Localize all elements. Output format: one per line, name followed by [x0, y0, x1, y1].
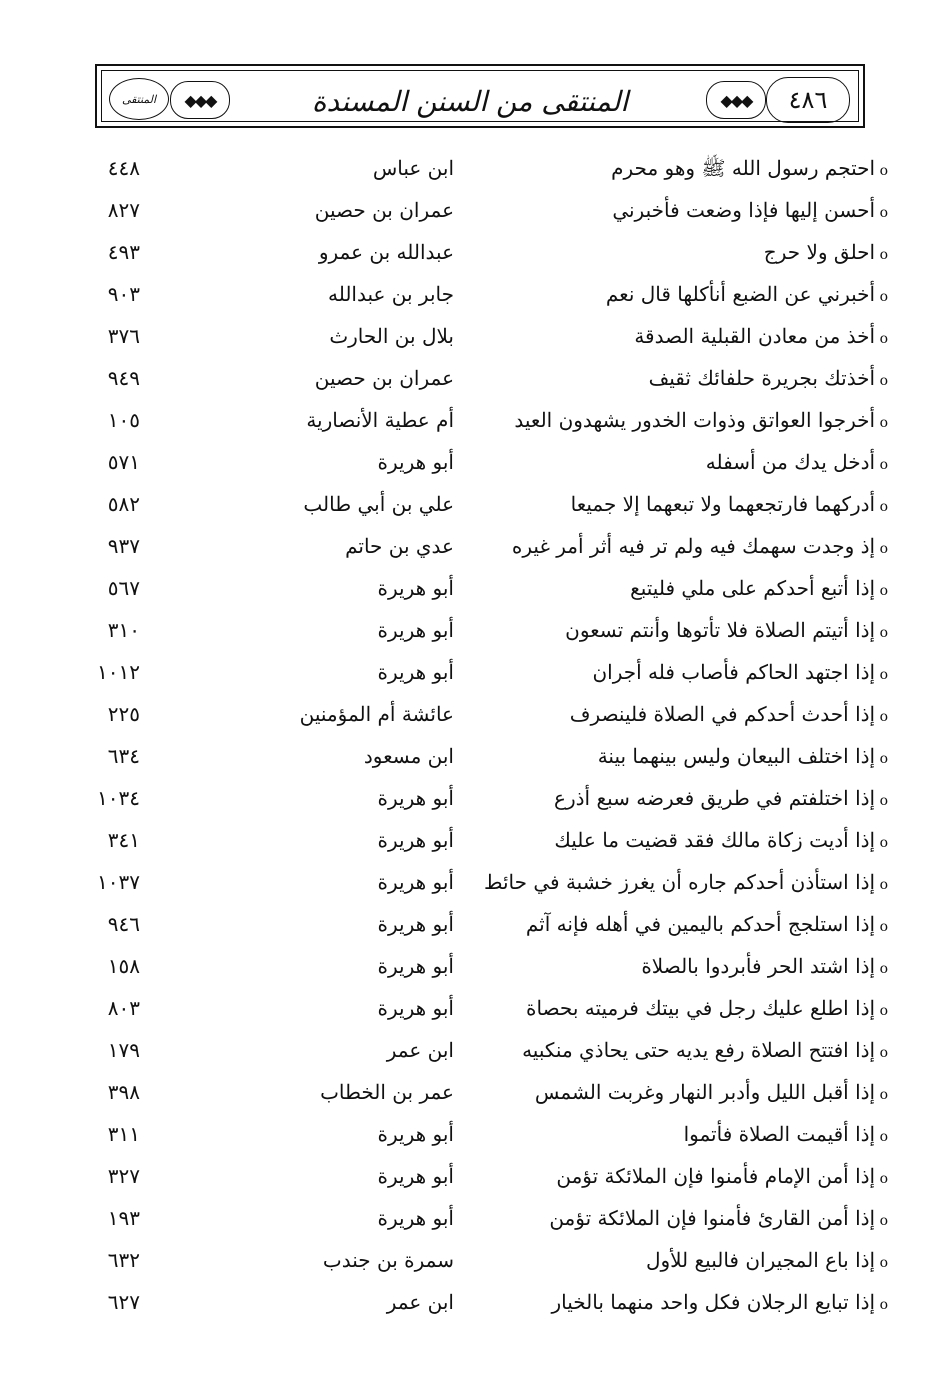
page-reference: ٣٢٧: [107, 1164, 140, 1188]
page-reference: ٢٢٥: [107, 702, 140, 726]
book-logo: [108, 75, 170, 123]
narrator-name: أبو هريرة: [377, 660, 454, 684]
page-reference: ١٠٣٧: [97, 870, 140, 894]
page-reference: ١٠١٢: [97, 660, 140, 684]
narrator-name: أبو هريرة: [377, 954, 454, 978]
index-row: [0, 236, 948, 278]
hadith-text: o إذا اطلع عليك رجل في بيتك فرميته بحصاة: [526, 996, 888, 1020]
narrator-name: أبو هريرة: [377, 786, 454, 810]
narrator-name: عائشة أم المؤمنين: [299, 702, 454, 726]
hadith-text: o إذا أتيتم الصلاة فلا تأتوها وأنتم تسعون: [565, 618, 888, 642]
narrator-name: ابن عمر: [386, 1290, 454, 1314]
page-reference: ٥٦٧: [107, 576, 140, 600]
index-row: [0, 1286, 948, 1328]
page-reference: ٨٠٣: [107, 996, 140, 1020]
page-reference: ٣٩٨: [107, 1080, 140, 1104]
index-row: [0, 446, 948, 488]
index-row: [0, 866, 948, 908]
hadith-text: o أخذ من معادن القبلية الصدقة: [634, 324, 888, 348]
index-row: [0, 740, 948, 782]
page-reference: ٣١٠: [107, 618, 140, 642]
index-row: [0, 278, 948, 320]
ornament-right: ◆◆◆: [706, 81, 766, 119]
index-row: [0, 824, 948, 866]
hadith-text: o أخبرني عن الضبع أنأكلها قال نعم: [606, 282, 888, 306]
narrator-name: ابن عباس: [372, 156, 454, 180]
narrator-name: عمر بن الخطاب: [320, 1080, 454, 1104]
narrator-name: أبو هريرة: [377, 1164, 454, 1188]
narrator-name: عبدالله بن عمرو: [318, 240, 454, 264]
page-reference: ٦٣٤: [107, 744, 140, 768]
hadith-text: o إذا استأذن أحدكم جاره أن يغرز خشبة في حائط: [484, 870, 888, 894]
narrator-name: أبو هريرة: [377, 828, 454, 852]
narrator-name: أبو هريرة: [377, 996, 454, 1020]
narrator-name: عمران بن حصين: [314, 198, 454, 222]
hadith-text: o إذا استلجج أحدكم باليمين في أهله فإنه آثم: [526, 912, 888, 936]
page-reference: ٩٠٣: [107, 282, 140, 306]
page-header: [95, 64, 865, 128]
narrator-name: أبو هريرة: [377, 576, 454, 600]
header-frame: [101, 70, 859, 122]
narrator-name: أبو هريرة: [377, 618, 454, 642]
hadith-text: o إذا باع المجيران فالبيع للأول: [646, 1248, 888, 1272]
narrator-name: بلال بن الحارث: [329, 324, 454, 348]
page-reference: ٨٢٧: [107, 198, 140, 222]
hadith-text: o إذا افتتح الصلاة رفع يديه حتى يحاذي منكبيه: [522, 1038, 888, 1062]
index-row: [0, 152, 948, 194]
hadith-text: o إذا اجتهد الحاكم فأصاب فله أجران: [592, 660, 888, 684]
index-row: [0, 782, 948, 824]
ornament-left: ◆◆◆: [170, 81, 230, 119]
narrator-name: أبو هريرة: [377, 1122, 454, 1146]
hadith-text: o أخذتك بجريرة حلفائك ثقيف: [649, 366, 888, 390]
index-row: [0, 656, 948, 698]
narrator-name: ابن مسعود: [363, 744, 454, 768]
page-reference: ٦٢٧: [107, 1290, 140, 1314]
index-row: [0, 1034, 948, 1076]
narrator-name: أم عطية الأنصارية: [306, 408, 454, 432]
page-reference: ٥٧١: [107, 450, 140, 474]
page-title: المنتقى من السنن المسندة: [311, 84, 629, 118]
page-reference: ١٥٨: [107, 954, 140, 978]
page-reference: ١٠٣٤: [97, 786, 140, 810]
hadith-text: o إذا أحدث أحدكم في الصلاة فلينصرف: [570, 702, 888, 726]
narrator-name: عدي بن حاتم: [345, 534, 454, 558]
index-row: [0, 950, 948, 992]
index-row: [0, 1076, 948, 1118]
index-row: [0, 698, 948, 740]
page-reference: ٩٤٩: [107, 366, 140, 390]
index-row: [0, 320, 948, 362]
hadith-text: o إذا أديت زكاة مالك فقد قضيت ما عليك: [554, 828, 888, 852]
hadith-text: o إذا أقيمت الصلاة فأتموا: [684, 1122, 888, 1146]
index-row: [0, 1118, 948, 1160]
hadith-text: o أخرجوا العواتق وذوات الخدور يشهدون العيد: [514, 408, 888, 432]
page-reference: ٤٩٣: [107, 240, 140, 264]
hadith-text: o أحسن إليها فإذا وضعت فأخبرني: [612, 198, 888, 222]
page-reference: ٩٣٧: [107, 534, 140, 558]
narrator-name: أبو هريرة: [377, 870, 454, 894]
page-reference: ٥٨٢: [107, 492, 140, 516]
hadith-text: o احتجم رسول الله ﷺ وهو محرم: [611, 156, 888, 185]
hadith-text: o إذا اختلف البيعان وليس بينهما بينة: [598, 744, 888, 768]
index-row: [0, 530, 948, 572]
hadith-text: o إذا تبايع الرجلان فكل واحد منهما بالخيار: [551, 1290, 888, 1314]
page-reference: ٣١١: [107, 1122, 140, 1146]
index-row: [0, 992, 948, 1034]
narrator-name: أبو هريرة: [377, 912, 454, 936]
page-reference: ٣٧٦: [107, 324, 140, 348]
hadith-text: o إذا أتبع أحدكم على ملي فليتبع: [630, 576, 888, 600]
page-reference: ١٧٩: [107, 1038, 140, 1062]
page-reference: ٩٤٦: [107, 912, 140, 936]
hadith-index-list: [0, 152, 948, 1328]
index-row: [0, 1244, 948, 1286]
hadith-text: o احلق ولا حرج: [764, 240, 888, 264]
index-row: [0, 194, 948, 236]
narrator-name: أبو هريرة: [377, 1206, 454, 1230]
narrator-name: سمرة بن جندب: [322, 1248, 454, 1272]
narrator-name: جابر بن عبدالله: [327, 282, 454, 306]
hadith-text: o إذ وجدت سهمك فيه ولم تر فيه أثر أمر غيره: [512, 534, 888, 558]
index-row: [0, 1160, 948, 1202]
index-row: [0, 614, 948, 656]
hadith-text: o أدركهما فارتجعهما ولا تبعهما إلا جميعا: [571, 492, 888, 516]
page-number: ٤٨٦: [766, 77, 850, 123]
index-row: [0, 404, 948, 446]
logo-emblem: المنتقى: [109, 78, 169, 120]
index-row: [0, 1202, 948, 1244]
hadith-text: o أدخل يدك من أسفله: [706, 450, 888, 474]
index-row: [0, 908, 948, 950]
page-reference: ١٠٥: [107, 408, 140, 432]
narrator-name: أبو هريرة: [377, 450, 454, 474]
narrator-name: علي بن أبي طالب: [303, 492, 454, 516]
narrator-name: عمران بن حصين: [314, 366, 454, 390]
page-reference: ٣٤١: [107, 828, 140, 852]
narrator-name: ابن عمر: [386, 1038, 454, 1062]
index-row: [0, 488, 948, 530]
hadith-text: o إذا اشتد الحر فأبردوا بالصلاة: [641, 954, 888, 978]
hadith-text: o إذا أمن القارئ فأمنوا فإن الملائكة تؤمن: [549, 1206, 888, 1230]
page-reference: ١٩٣: [107, 1206, 140, 1230]
index-row: [0, 572, 948, 614]
hadith-text: o إذا أمن الإمام فأمنوا فإن الملائكة تؤمن: [556, 1164, 888, 1188]
page-reference: ٦٣٢: [107, 1248, 140, 1272]
hadith-text: o إذا اختلفتم في طريق فعرضه سبع أذرع: [554, 786, 888, 810]
page-reference: ٤٤٨: [107, 156, 140, 180]
index-row: [0, 362, 948, 404]
hadith-text: o إذا أقبل الليل وأدبر النهار وغربت الشمس: [535, 1080, 888, 1104]
